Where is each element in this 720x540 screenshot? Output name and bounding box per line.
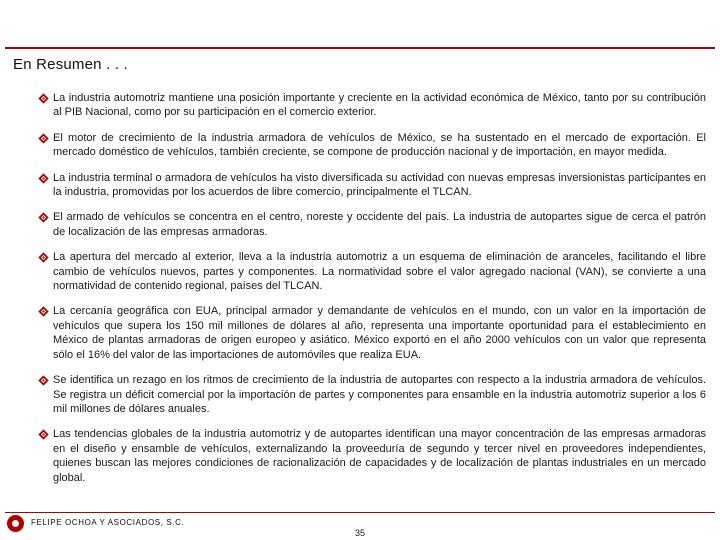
page-number: 35 (355, 528, 366, 538)
bullet-item (38, 373, 706, 416)
bullet-item (38, 304, 706, 362)
diamond-bullet-icon (38, 212, 49, 223)
bullet-text: Las tendencias globales de la industria automotriz y de autopartes identifican una mayor concentración de las empresas armadoras en el diseño y ensamble de vehículos, externalizando la proveeduría de segundo y tercer nivel en proveedores independientes, quienes buscan las mejores condiciones de racionalización de capacidades y de localización de plantas industriales en un mercado global. (53, 428, 706, 484)
footer-divider (5, 512, 715, 513)
slide-title: En Resumen . . . (13, 56, 128, 73)
bullet-text: La apertura del mercado al exterior, lleva a la industria automotriz a un esquema de eliminación de aranceles, facilitando el libre cambio de vehículos nuevos, partes y componentes. La normatividad sobre el valor agregado nacional (VAN), se convierte a una normatividad de contenido regional, países del TLCAN. (53, 251, 706, 293)
bullet-list (38, 91, 706, 496)
diamond-bullet-icon (38, 429, 49, 440)
bullet-text: La industria automotriz mantiene una posición importante y creciente en la actividad económica de México, tanto por su contribución al PIB Nacional, como por su participación en el comercio exterior. (53, 92, 706, 119)
bullet-text: El motor de crecimiento de la industria armadora de vehículos de México, se ha sustentado en el mercado de exportación. El mercado doméstico de vehículos, también creciente, se compone de producción nacional y de importación, en mayor medida. (53, 131, 706, 159)
bullet-text: La cercanía geográfica con EUA, principal armador y demandante de vehículos en el mundo, con un valor en la importación de vehículos que supera los 150 mil millones de dólares al año, representa una importante oportunidad para el establecimiento en México de plantas armadoras de origen europeo y asiático. México exportó en el año 2000 vehículos con un valor que representa sólo el 16% del valor de las importaciones de automóviles que realiza EUA. (53, 305, 706, 361)
diamond-bullet-icon (38, 133, 49, 144)
diamond-bullet-icon (38, 173, 49, 184)
bullet-item (38, 171, 706, 200)
bullet-text: La industria terminal o armadora de vehículos ha visto diversificada su actividad con nuevas empresas inversionistas participantes en la industria, promovidas por los acuerdos de libre comercio, principalmente el TLCAN. (53, 171, 706, 199)
bullet-item (38, 91, 706, 120)
bullet-item (38, 250, 706, 293)
diamond-bullet-icon (38, 93, 49, 104)
bullet-item (38, 427, 706, 485)
diamond-bullet-icon (38, 306, 49, 317)
top-divider (5, 47, 715, 49)
diamond-bullet-icon (38, 375, 49, 386)
bullet-item (38, 210, 706, 239)
bullet-item (38, 131, 706, 160)
firm-logo-icon (7, 515, 24, 532)
diamond-bullet-icon (38, 252, 49, 263)
bullet-text: Se identifica un rezago en los ritmos de crecimiento de la industria de autopartes con respecto a la industria armadora de vehículos. Se registra un déficit comercial por la importación de partes y componentes para ensamble en la industria automotriz superior a los 6 mil millones de dólares anuales. (53, 374, 706, 415)
bullet-text: El armado de vehículos se concentra en el centro, noreste y occidente del país. La industria de autopartes sigue de cerca el patrón de localización de las empresas armadoras. (53, 211, 706, 238)
footer-firm-name: FELIPE OCHOA Y ASOCIADOS, S.C. (31, 518, 185, 527)
